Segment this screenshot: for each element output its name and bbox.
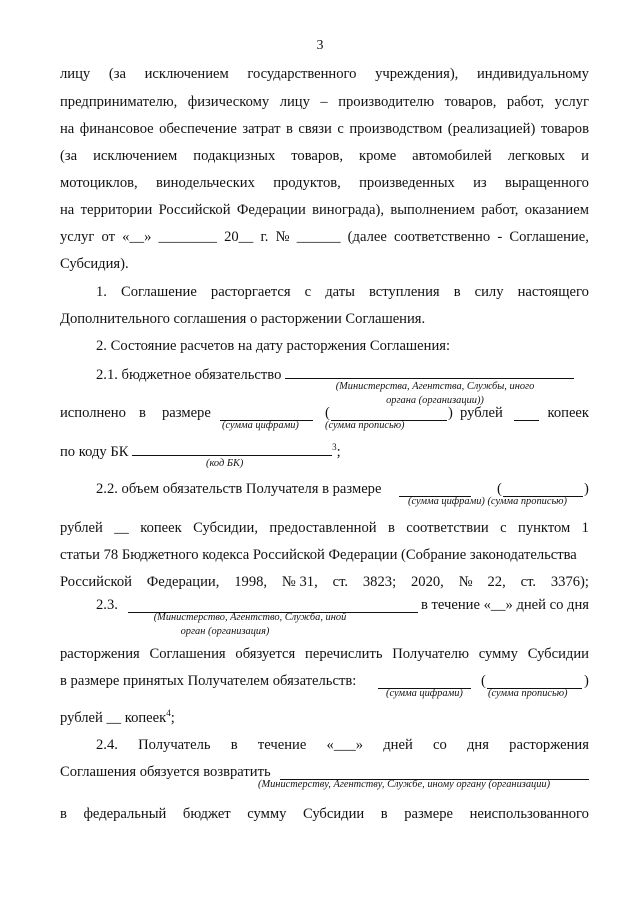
word: исключением xyxy=(144,66,229,82)
in-word: в xyxy=(139,405,146,421)
word: в xyxy=(387,520,395,536)
kopecks-word: копеек xyxy=(547,405,589,421)
text-line-6 xyxy=(60,200,589,220)
word: пунктом xyxy=(518,520,571,536)
word: легковых xyxy=(507,148,566,164)
word: с xyxy=(500,520,507,536)
word: в xyxy=(60,806,67,822)
word: 1998, xyxy=(234,574,268,590)
word: в xyxy=(230,737,238,753)
word: копеек xyxy=(140,520,182,536)
paragraph-1-line-2: Дополнительного соглашения о расторжении Соглашения. xyxy=(60,311,426,327)
word: затрат xyxy=(242,121,281,137)
word: Получатель xyxy=(138,737,211,753)
caption-words-1: (сумма прописью) xyxy=(325,420,405,431)
text-line-8: Субсидия). xyxy=(60,256,129,272)
caption-words-2: (сумма прописью) xyxy=(488,688,568,699)
word: бюджет xyxy=(182,806,231,822)
word: силу xyxy=(474,284,504,300)
word: даты xyxy=(325,284,355,300)
word: 2.4. xyxy=(96,737,118,753)
word: Российской xyxy=(60,574,132,590)
p23-rubles: рублей __ копеек xyxy=(60,710,167,726)
caption-p22: (сумма цифрами) (сумма прописью) xyxy=(408,496,567,507)
word: с xyxy=(337,121,344,137)
word: территории xyxy=(80,202,153,218)
word: предпринимателю, xyxy=(60,94,178,110)
word: 3376); xyxy=(550,574,589,590)
bk-label: по коду БК xyxy=(60,444,129,460)
word: услуг xyxy=(554,94,589,110)
paragraph-2-3-line-2 xyxy=(60,644,589,664)
p22-words-open: ( xyxy=(497,481,502,497)
word: производством xyxy=(349,121,443,137)
rubles-word: рублей xyxy=(460,405,503,421)
word: 3823; xyxy=(362,574,397,590)
word: настоящего xyxy=(517,284,589,300)
p23-caption-1: (Министерство, Агентство, Служба, иной xyxy=(153,612,347,623)
word: работ, xyxy=(481,202,519,218)
p23-words-open: ( xyxy=(481,673,486,689)
word: ст. xyxy=(332,574,349,590)
text-line-1 xyxy=(60,64,589,84)
word: «___» xyxy=(326,737,364,753)
word: федеральный xyxy=(83,806,167,822)
word: физическому xyxy=(187,94,270,110)
word: соответствии xyxy=(406,520,489,536)
word: 22, xyxy=(487,574,506,590)
paragraph-2-1-label: 2.1. бюджетное обязательство xyxy=(96,367,282,383)
word: Федерации, xyxy=(146,574,220,590)
word: государственного xyxy=(247,66,357,82)
word: сумму xyxy=(478,646,518,662)
word: учреждения), xyxy=(375,66,459,82)
paragraph-2-3-line-4 xyxy=(60,708,589,728)
word: выращенного xyxy=(504,175,589,191)
word: подакцизных xyxy=(193,148,276,164)
word: расторгается xyxy=(210,284,291,300)
word: в xyxy=(453,284,461,300)
amount-words-close: ) xyxy=(448,405,453,421)
word: в xyxy=(380,806,388,822)
text-line-4 xyxy=(60,146,589,166)
kopecks-blank xyxy=(514,406,539,421)
word: Российской xyxy=(158,202,231,218)
word: товаров xyxy=(540,121,589,137)
word: ________ xyxy=(158,229,217,245)
word: - xyxy=(497,229,503,245)
ministry-caption-2: органа (организации)) xyxy=(386,395,484,406)
word: оказанием xyxy=(524,202,589,218)
word: № 31, xyxy=(281,574,318,590)
ministry-caption-1: (Министерства, Агентства, Службы, иного xyxy=(335,381,535,392)
paragraph-2-4 xyxy=(96,735,589,755)
caption-digits-1: (сумма цифрами) xyxy=(222,420,299,431)
word: 20__ xyxy=(224,229,254,245)
word: размере xyxy=(404,806,454,822)
bk-blank xyxy=(132,441,332,456)
word: кроме xyxy=(359,148,397,164)
p23-caption-2: орган (организация) xyxy=(180,626,270,637)
word: услуг xyxy=(60,229,95,245)
word: продуктов, xyxy=(273,175,341,191)
word: соответственно xyxy=(393,229,491,245)
word: связи xyxy=(298,121,332,137)
word: Соглашение xyxy=(121,284,197,300)
paragraph-2: 2. Состояние расчетов на дату расторжения Соглашения: xyxy=(96,338,451,354)
word: и xyxy=(581,148,589,164)
word: финансовое xyxy=(79,121,154,137)
word: товаров, xyxy=(291,148,344,164)
word: индивидуальному xyxy=(476,66,589,82)
paragraph-2-4-line-2-text: Соглашения обязуется возвратить xyxy=(60,764,271,780)
word: Субсидии, xyxy=(193,520,259,536)
text-line-3 xyxy=(60,119,589,139)
word: произведенных xyxy=(359,175,455,191)
word: 2020, xyxy=(410,574,444,590)
word: обеспечение xyxy=(159,121,237,137)
page-number: 3 xyxy=(316,38,324,53)
paragraph-1-line-1 xyxy=(96,282,589,302)
word: ______ xyxy=(296,229,341,245)
caption-bk: (код БК) xyxy=(206,458,244,469)
paragraph-2-2-label: 2.2. объем обязательств Получателя в размере xyxy=(96,481,382,497)
footnote-3: 3 xyxy=(332,442,337,453)
word: течение xyxy=(257,737,307,753)
paragraph-2-3-line-3-text: в размере принятых Получателем обязательств: xyxy=(60,673,357,689)
word: от xyxy=(101,229,115,245)
word: Субсидии xyxy=(302,806,365,822)
word: дня xyxy=(467,737,489,753)
word: дней xyxy=(383,737,413,753)
word: Федерации xyxy=(236,202,306,218)
word: (реализацией) xyxy=(447,121,536,137)
word: производителю xyxy=(338,94,435,110)
word: № xyxy=(275,229,290,245)
p23-words-close: ) xyxy=(584,673,589,689)
word: г. xyxy=(260,229,269,245)
word: Соглашение, xyxy=(509,229,589,245)
word: со xyxy=(433,737,447,753)
word: автомобилей xyxy=(412,148,492,164)
word: мотоциклов, xyxy=(60,175,138,191)
p24-caption: (Министерству, Агентству, Службе, иному органу (организации) xyxy=(258,779,551,790)
amount-word: размере xyxy=(162,405,211,421)
word: ст. xyxy=(520,574,536,590)
ministry-blank xyxy=(285,364,574,379)
amount-words-open: ( xyxy=(325,405,330,421)
word: исключением xyxy=(93,148,178,164)
word: лицу xyxy=(279,94,310,110)
executed-word: исполнено xyxy=(60,405,126,421)
word: 1 xyxy=(581,520,589,536)
word: лицу xyxy=(60,66,91,82)
word: перечислить xyxy=(305,646,383,662)
paragraph-2-3-tail: в течение «__» дней со дня xyxy=(421,597,589,613)
paragraph-2-3-label: 2.3. xyxy=(96,597,118,613)
word: __ xyxy=(114,520,129,536)
word: с xyxy=(304,284,312,300)
bk-line xyxy=(60,441,589,462)
word: – xyxy=(320,94,328,110)
word: работ, xyxy=(506,94,545,110)
word: расторжения xyxy=(509,737,589,753)
word: (за xyxy=(108,66,126,82)
paragraph-2-2-line-2 xyxy=(60,518,589,538)
text-line-2 xyxy=(60,92,589,112)
word: рублей xyxy=(60,520,103,536)
word: товаров, xyxy=(444,94,497,110)
p22-words-close: ) xyxy=(584,481,589,497)
p23-tail: ; xyxy=(170,710,175,726)
word: обязуется xyxy=(235,646,296,662)
paragraph-2-2-line-4 xyxy=(60,572,589,592)
word: сумму xyxy=(247,806,287,822)
word: (далее xyxy=(347,229,387,245)
word: вступления xyxy=(368,284,440,300)
word: № xyxy=(458,574,473,590)
word: на xyxy=(60,202,75,218)
bk-tail: ; xyxy=(336,444,341,460)
paragraph-2-2-line-3: статьи 78 Бюджетного кодекса Российской Федерации (Собрание законодательства xyxy=(60,547,577,563)
footnote-4: 4 xyxy=(166,708,171,719)
word: предоставленной xyxy=(269,520,377,536)
word: неиспользованного xyxy=(469,806,589,822)
word: на xyxy=(60,121,75,137)
word: Соглашения xyxy=(149,646,226,662)
word: «__» xyxy=(122,229,152,245)
paragraph-2-4-line-3 xyxy=(60,804,589,824)
text-line-5 xyxy=(60,173,589,193)
word: расторжения xyxy=(60,646,140,662)
word: в xyxy=(286,121,293,137)
word: (за xyxy=(60,148,78,164)
word: 1. xyxy=(96,284,107,300)
word: из xyxy=(473,175,487,191)
word: Субсидии xyxy=(527,646,589,662)
word: винодельческих xyxy=(155,175,255,191)
word: выполнением xyxy=(390,202,475,218)
caption-digits-2: (сумма цифрами) xyxy=(386,688,463,699)
text-line-7 xyxy=(60,227,589,247)
word: Получателю xyxy=(392,646,469,662)
word: винограда), xyxy=(312,202,385,218)
